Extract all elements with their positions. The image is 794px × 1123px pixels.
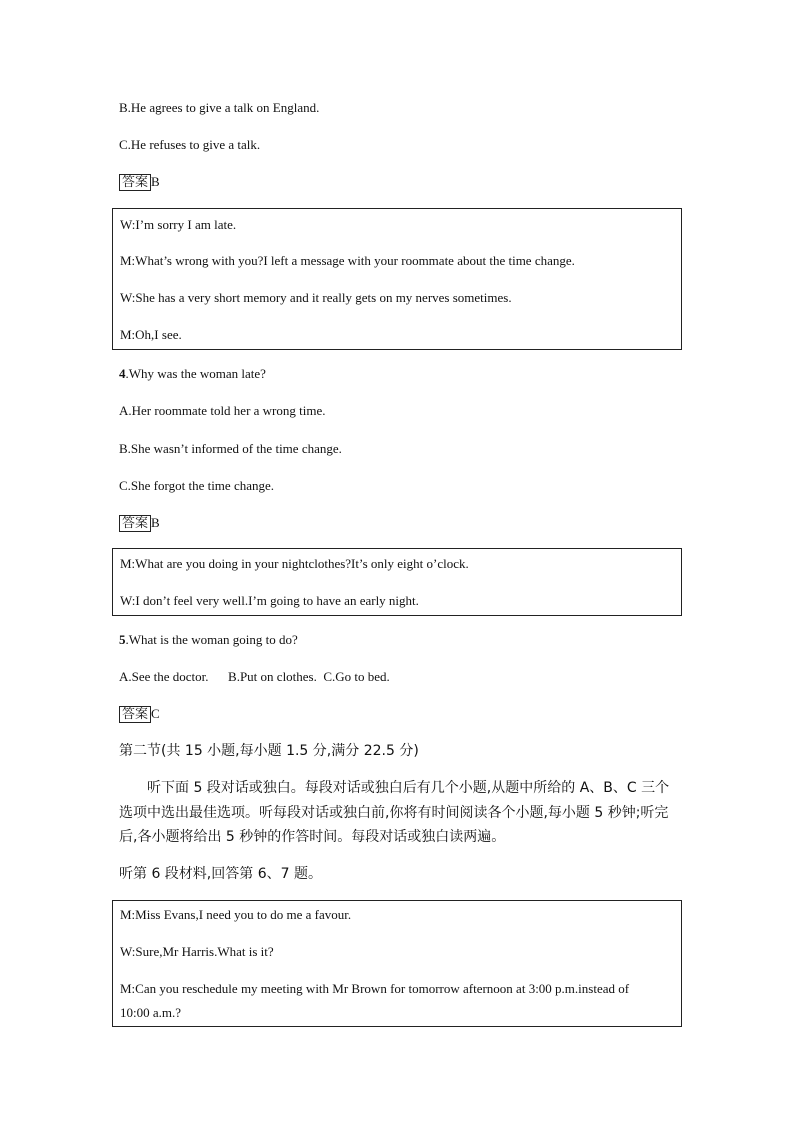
dialogue-line: W:I don’t feel very well.I’m going to have an early night. [120, 593, 419, 608]
dialogue-line: W:She has a very short memory and it really gets on my nerves sometimes. [120, 290, 512, 305]
option-c: C.She forgot the time change. [119, 478, 275, 493]
answer-value: C [151, 706, 160, 721]
dialogue-line: M:Can you reschedule my meeting with Mr Brown for tomorrow afternoon at 3:00 p.m.instead of [120, 981, 630, 996]
question-4 [119, 366, 266, 382]
dialogue-line: W:I’m sorry I am late. [120, 217, 237, 232]
question-number: 5 [119, 632, 126, 647]
option-a: A.Her roommate told her a wrong time. [119, 403, 326, 418]
question-number: 4 [119, 366, 126, 381]
dialogue-box-5 [112, 548, 682, 616]
option-c: C.He refuses to give a talk. [119, 137, 261, 152]
answer-value: B [151, 174, 160, 189]
question-text: .Why was the woman late? [125, 366, 266, 381]
dialogue-line: W:Sure,Mr Harris.What is it? [120, 944, 274, 959]
material-intro: 听第 6 段材料,回答第 6、7 题。 [119, 866, 322, 882]
instructions-line: 后,各小题将给出 5 秒钟的作答时间。每段对话或独白读两遍。 [119, 829, 506, 845]
dialogue-line: M:Oh,I see. [120, 327, 182, 342]
options-line: A.See the doctor. B.Put on clothes. C.Go to bed. [119, 669, 390, 684]
dialogue-line: 10:00 a.m.? [120, 1005, 182, 1020]
question-5 [119, 632, 298, 648]
answer-tag: 答案 [119, 174, 151, 191]
instructions-line: 选项中选出最佳选项。听每段对话或独白前,你将有时间阅读各个小题,每小题 5 秒钟;听完 [119, 805, 669, 821]
answer-line [119, 174, 160, 191]
answer-line [119, 515, 160, 532]
answer-tag: 答案 [119, 515, 151, 532]
section-title: 第二节(共 15 小题,每小题 1.5 分,满分 22.5 分) [119, 743, 419, 759]
instructions-line: 听下面 5 段对话或独白。每段对话或独白后有几个小题,从题中所给的 A、B、C 三个 [147, 780, 670, 796]
dialogue-line: M:What are you doing in your nightclothes?It’s only eight o’clock. [120, 556, 469, 571]
answer-line [119, 706, 160, 723]
dialogue-line: M:Miss Evans,I need you to do me a favour. [120, 907, 352, 922]
dialogue-box-4 [112, 208, 682, 350]
answer-value: B [151, 515, 160, 530]
dialogue-line: M:What’s wrong with you?I left a message with your roommate about the time change. [120, 253, 575, 268]
dialogue-box-6 [112, 900, 682, 1027]
answer-tag: 答案 [119, 706, 151, 723]
question-text: .What is the woman going to do? [125, 632, 298, 647]
option-b: B.He agrees to give a talk on England. [119, 100, 320, 115]
option-b: B.She wasn’t informed of the time change. [119, 441, 342, 456]
